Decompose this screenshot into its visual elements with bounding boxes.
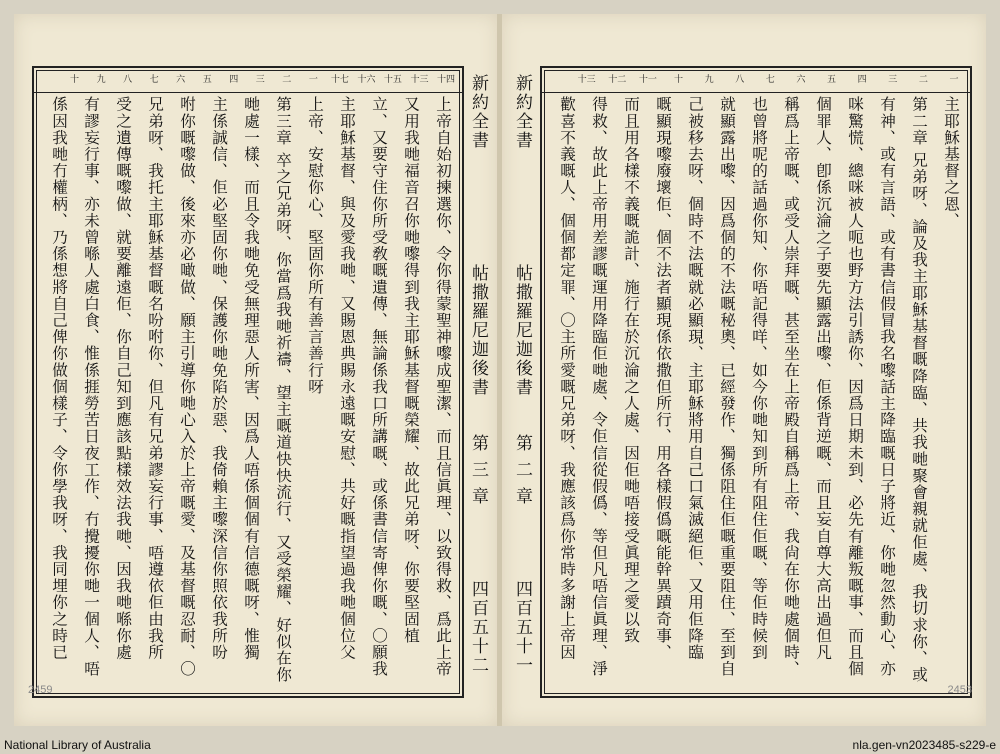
text-column: 上帝自始初揀選你、令你得蒙聖神嚟成聖潔、而且信眞理、以致得救、爲此上帝 bbox=[434, 96, 452, 677]
right-page-frame bbox=[540, 66, 972, 698]
verse-number: 三 bbox=[888, 75, 898, 85]
footer-record-id: nla.gen-vn2023485-s229-e bbox=[852, 738, 996, 752]
verse-number: 十二 bbox=[608, 75, 627, 85]
verse-number: 二 bbox=[918, 75, 928, 85]
verse-number: 七 bbox=[765, 75, 775, 85]
text-column: 第三章 卒之兄弟呀、你當爲我哋祈禱、望主嘅道快快流行、又受榮耀、好似在你 bbox=[274, 96, 292, 683]
text-column: 主耶穌基督之恩、 bbox=[942, 96, 960, 229]
left-header-title: 新約全書 bbox=[468, 74, 488, 150]
left-header-page-number: 四百五十二 bbox=[468, 580, 488, 675]
text-column: 上帝、安慰你心、堅固你所有善言善行呀 bbox=[306, 96, 324, 395]
verse-number: 十一 bbox=[638, 75, 657, 85]
text-column: 受之遺傳嘅嚟做、就要離遠佢、你自己知到應該點樣效法我哋、因我哋喺你處 bbox=[114, 96, 132, 661]
footer-library-name: National Library of Australia bbox=[4, 738, 151, 752]
left-verse-numbers bbox=[34, 68, 462, 93]
right-pencil-note: 2453 bbox=[947, 684, 972, 696]
text-column: 歡喜不義嘅人、個個都定罪、〇主所愛嘅兄弟呀、我應該爲你常時多謝上帝因 bbox=[558, 96, 576, 661]
verse-number: 九 bbox=[96, 75, 106, 85]
verse-number: 十三 bbox=[410, 75, 429, 85]
verse-number: 二 bbox=[282, 75, 292, 85]
right-header-title: 新約全書 bbox=[512, 74, 532, 150]
text-column: 咪驚慌、總咪被人呃也野方法引誘你、因爲日期未到、必先有離叛嘅事、而且個 bbox=[846, 96, 864, 677]
right-text-columns bbox=[548, 96, 964, 690]
verse-number: 四 bbox=[857, 75, 867, 85]
verse-number: 十四 bbox=[436, 75, 455, 85]
text-column: 主係誠信、佢必堅固你哋、保護你哋免陷於惡、我倚賴主嚟深信你照依我所吩 bbox=[210, 96, 228, 661]
verse-number: 九 bbox=[704, 75, 714, 85]
verse-number: 十三 bbox=[577, 75, 596, 85]
left-header-chapter: 第 三 章 bbox=[468, 434, 488, 506]
verse-number: 十 bbox=[70, 75, 80, 85]
verse-number: 十六 bbox=[357, 75, 376, 85]
verse-number: 七 bbox=[149, 75, 159, 85]
text-column: 第二章 兄弟呀、論及我主耶穌基督嘅降臨、共我哋聚會親就佢處、我切求你、或 bbox=[910, 96, 928, 683]
verse-number: 四 bbox=[229, 75, 239, 85]
verse-number: 八 bbox=[735, 75, 745, 85]
verse-number: 八 bbox=[123, 75, 133, 85]
text-column: 咐你嘅嚟做、後來亦必噉做、願主引導你哋心入於上帝嘅愛、及基督嘅忍耐、〇 bbox=[178, 96, 196, 677]
left-page-frame bbox=[32, 66, 464, 698]
right-header-book: 帖撒羅尼迦後書 bbox=[512, 264, 532, 397]
right-verse-numbers bbox=[542, 68, 970, 93]
text-column: 哋處一樣、而且令我哋免受無理惡人所害、因爲人唔係個個有信德嘅呀、惟獨 bbox=[242, 96, 260, 661]
text-column: 就顯露出嚟、因爲個的不法嘅秘奧、已經發作、獨係阻住佢嘅重要阻住、至到自 bbox=[718, 96, 736, 677]
verse-number: 六 bbox=[176, 75, 186, 85]
right-header-chapter: 第 二 章 bbox=[512, 434, 532, 506]
text-column: 得救、故此上帝用差謬嘅運用降臨佢哋處、令佢信從假僞、等但凡唔信眞理、淨 bbox=[590, 96, 608, 677]
text-column: 稱爲上帝嘅、或受人崇拜嘅、甚至坐在上帝殿自稱爲上帝、我尙在你哋處個時、 bbox=[782, 96, 800, 677]
text-column: 主耶穌基督、與及愛我哋、又賜恩典賜永遠嘅安慰、共好嘅指望過我哋個位父 bbox=[338, 96, 356, 661]
verse-number: 五 bbox=[827, 75, 837, 85]
right-page bbox=[502, 14, 986, 726]
verse-number: 六 bbox=[796, 75, 806, 85]
text-column: 又用我哋福音召你哋嚟得到我主耶穌基督嘅榮耀、故此兄弟呀、你要堅固植 bbox=[402, 96, 420, 644]
left-page bbox=[14, 14, 498, 726]
text-column: 有謬妄行事、亦未曾喺人處白食、惟係捱勞苦日夜工作、冇攪擾你哋一個人、唔 bbox=[82, 96, 100, 677]
text-column: 有神、或有言語、或有書信假冒我名嚟話主降臨嘅日子將近、你哋忽然動心、亦 bbox=[878, 96, 896, 677]
text-column: 立、又要守住你所受敎嘅遺傳、無論係我口所講嘅、或係書信寄俾你嘅、〇願我 bbox=[370, 96, 388, 677]
text-column: 也曾將呢的話過你知、你唔記得咩、如今你哋知到所有阻住佢嘅、等佢時候到 bbox=[750, 96, 768, 661]
verse-number: 三 bbox=[255, 75, 265, 85]
left-text-columns bbox=[40, 96, 456, 690]
verse-number: 十 bbox=[673, 75, 683, 85]
verse-number: 十五 bbox=[383, 75, 402, 85]
left-pencil-note: 2459 bbox=[28, 684, 53, 696]
verse-number: 五 bbox=[202, 75, 212, 85]
verse-number: 一 bbox=[308, 75, 318, 85]
text-column: 兄弟呀、我托主耶穌基督嘅名吩咐你、但凡有兄弟謬妄行事、唔遵依佢由我所 bbox=[146, 96, 164, 661]
text-column: 係因我哋冇權柄、乃係想將自己俾你做個樣子、令你學我呀、我同埋你之時已 bbox=[50, 96, 68, 661]
text-column: 嘅顯現嚟廢壞佢、個不法者顯現係依撒但所行、用各樣假僞嘅能幹異蹟奇事、 bbox=[654, 96, 672, 661]
verse-number: 一 bbox=[949, 75, 959, 85]
text-column: 而且用各樣不義嘅詭計、施行在於沉淪之人處、因佢哋唔接受眞理之愛以致 bbox=[622, 96, 640, 644]
text-column: 己被移去呀、個時不法嘅就必顯現、主耶穌將用自己口氣滅絕佢、又用佢降臨 bbox=[686, 96, 704, 661]
text-column: 個罪人、卽係沉淪之子要先顯露出嚟、佢係背逆嘅、而且妄自尊大高出過但凡 bbox=[814, 96, 832, 661]
left-header-book: 帖撒羅尼迦後書 bbox=[468, 264, 488, 397]
right-header-page-number: 四百五十一 bbox=[512, 580, 532, 675]
verse-number: 十七 bbox=[330, 75, 349, 85]
